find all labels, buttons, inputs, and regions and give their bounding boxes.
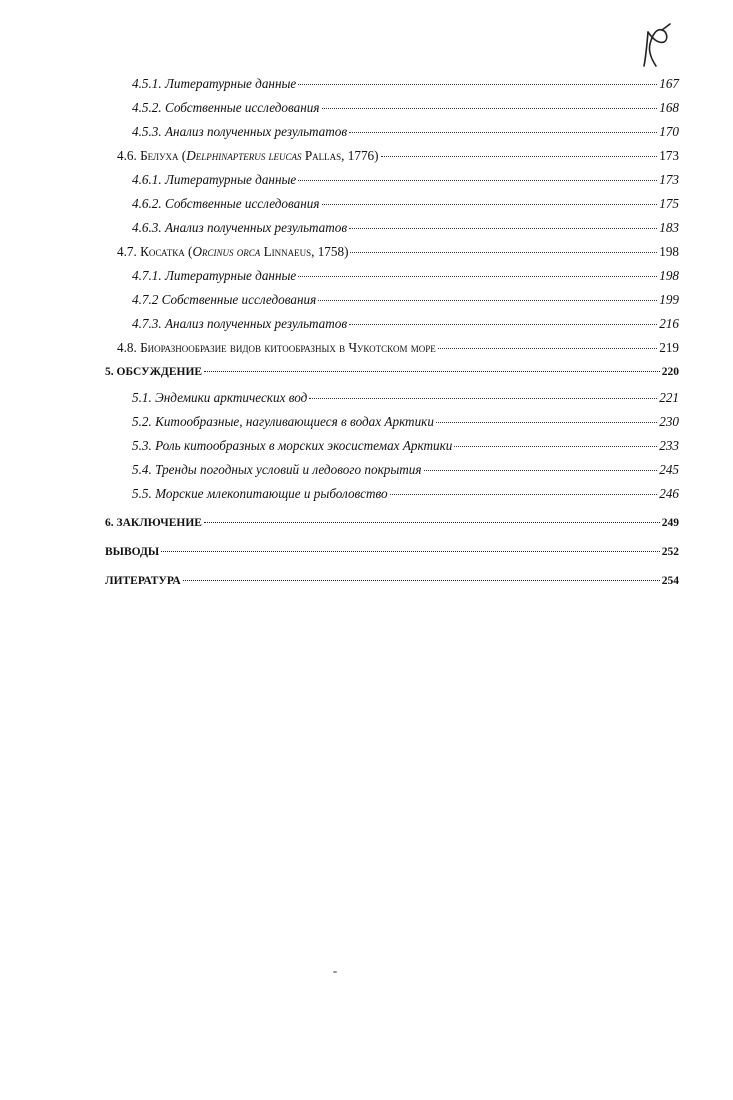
toc-entry-4-7-1[interactable]: 4.7.1. Литературные данные 198 [132, 268, 679, 283]
toc-entry-4-7-2[interactable]: 4.7.2 Собственные исследования 199 [132, 292, 679, 307]
toc-entry-5-5[interactable]: 5.5. Морские млекопитающие и рыболовство 246 [132, 486, 679, 501]
page-number: 230 [659, 414, 679, 429]
toc-entry-4-7-3[interactable]: 4.7.3. Анализ полученных результатов 216 [132, 316, 679, 331]
page-number: 252 [661, 546, 679, 558]
toc-chapter-5[interactable]: 5. ОБСУЖДЕНИЕ 220 [105, 366, 679, 378]
page-number: 183 [659, 220, 679, 235]
page-number: 173 [659, 172, 679, 187]
page-number: 221 [659, 390, 679, 405]
page-number: 246 [659, 486, 679, 501]
handwritten-mark-icon [638, 22, 674, 70]
toc-entry-5-3[interactable]: 5.3. Роль китообразных в морских экосистемах Арктики 233 [132, 438, 679, 453]
toc-entry-5-1[interactable]: 5.1. Эндемики арктических вод 221 [132, 390, 679, 405]
toc-entry-4-5-3[interactable]: 4.5.3. Анализ полученных результатов 170 [132, 124, 679, 139]
scan-speck [333, 971, 337, 973]
page-number: 168 [659, 100, 679, 115]
toc-entry-4-6[interactable]: 4.6. Белуха (Delphinapterus leucas Pallas, 1776) 173 [117, 148, 679, 163]
page-number: 220 [661, 366, 679, 378]
toc-references[interactable]: ЛИТЕРАТУРА 254 [105, 575, 679, 587]
page-number: 170 [659, 124, 679, 139]
page-number: 233 [659, 438, 679, 453]
toc-entry-4-7[interactable]: 4.7. Косатка (Orcinus orca Linnaeus, 1758) 198 [117, 244, 679, 259]
page-number: 198 [659, 268, 679, 283]
toc-entry-4-8[interactable]: 4.8. Биоразнообразие видов китообразных в Чукотском море 219 [117, 340, 679, 355]
toc-entry-4-6-3[interactable]: 4.6.3. Анализ полученных результатов 183 [132, 220, 679, 235]
page-number: 219 [659, 340, 679, 355]
page-number: 199 [659, 292, 679, 307]
toc-entry-4-5-1[interactable]: 4.5.1. Литературные данные 167 [132, 76, 679, 91]
page-number: 167 [659, 76, 679, 91]
toc-chapter-6[interactable]: 6. ЗАКЛЮЧЕНИЕ 249 [105, 517, 679, 529]
page-number: 249 [661, 517, 679, 529]
toc-conclusions[interactable]: ВЫВОДЫ 252 [105, 546, 679, 558]
page-number: 173 [659, 148, 679, 163]
page-number: 254 [661, 575, 679, 587]
toc-entry-5-2[interactable]: 5.2. Китообразные, нагуливающиеся в водах Арктики 230 [132, 414, 679, 429]
toc-entry-4-6-2[interactable]: 4.6.2. Собственные исследования 175 [132, 196, 679, 211]
toc-entry-4-6-1[interactable]: 4.6.1. Литературные данные 173 [132, 172, 679, 187]
toc-entry-5-4[interactable]: 5.4. Тренды погодных условий и ледового покрытия 245 [132, 462, 679, 477]
page-number: 175 [659, 196, 679, 211]
toc-entry-4-5-2[interactable]: 4.5.2. Собственные исследования 168 [132, 100, 679, 115]
page-number: 198 [659, 244, 679, 259]
page-number: 216 [659, 316, 679, 331]
page-number: 245 [659, 462, 679, 477]
